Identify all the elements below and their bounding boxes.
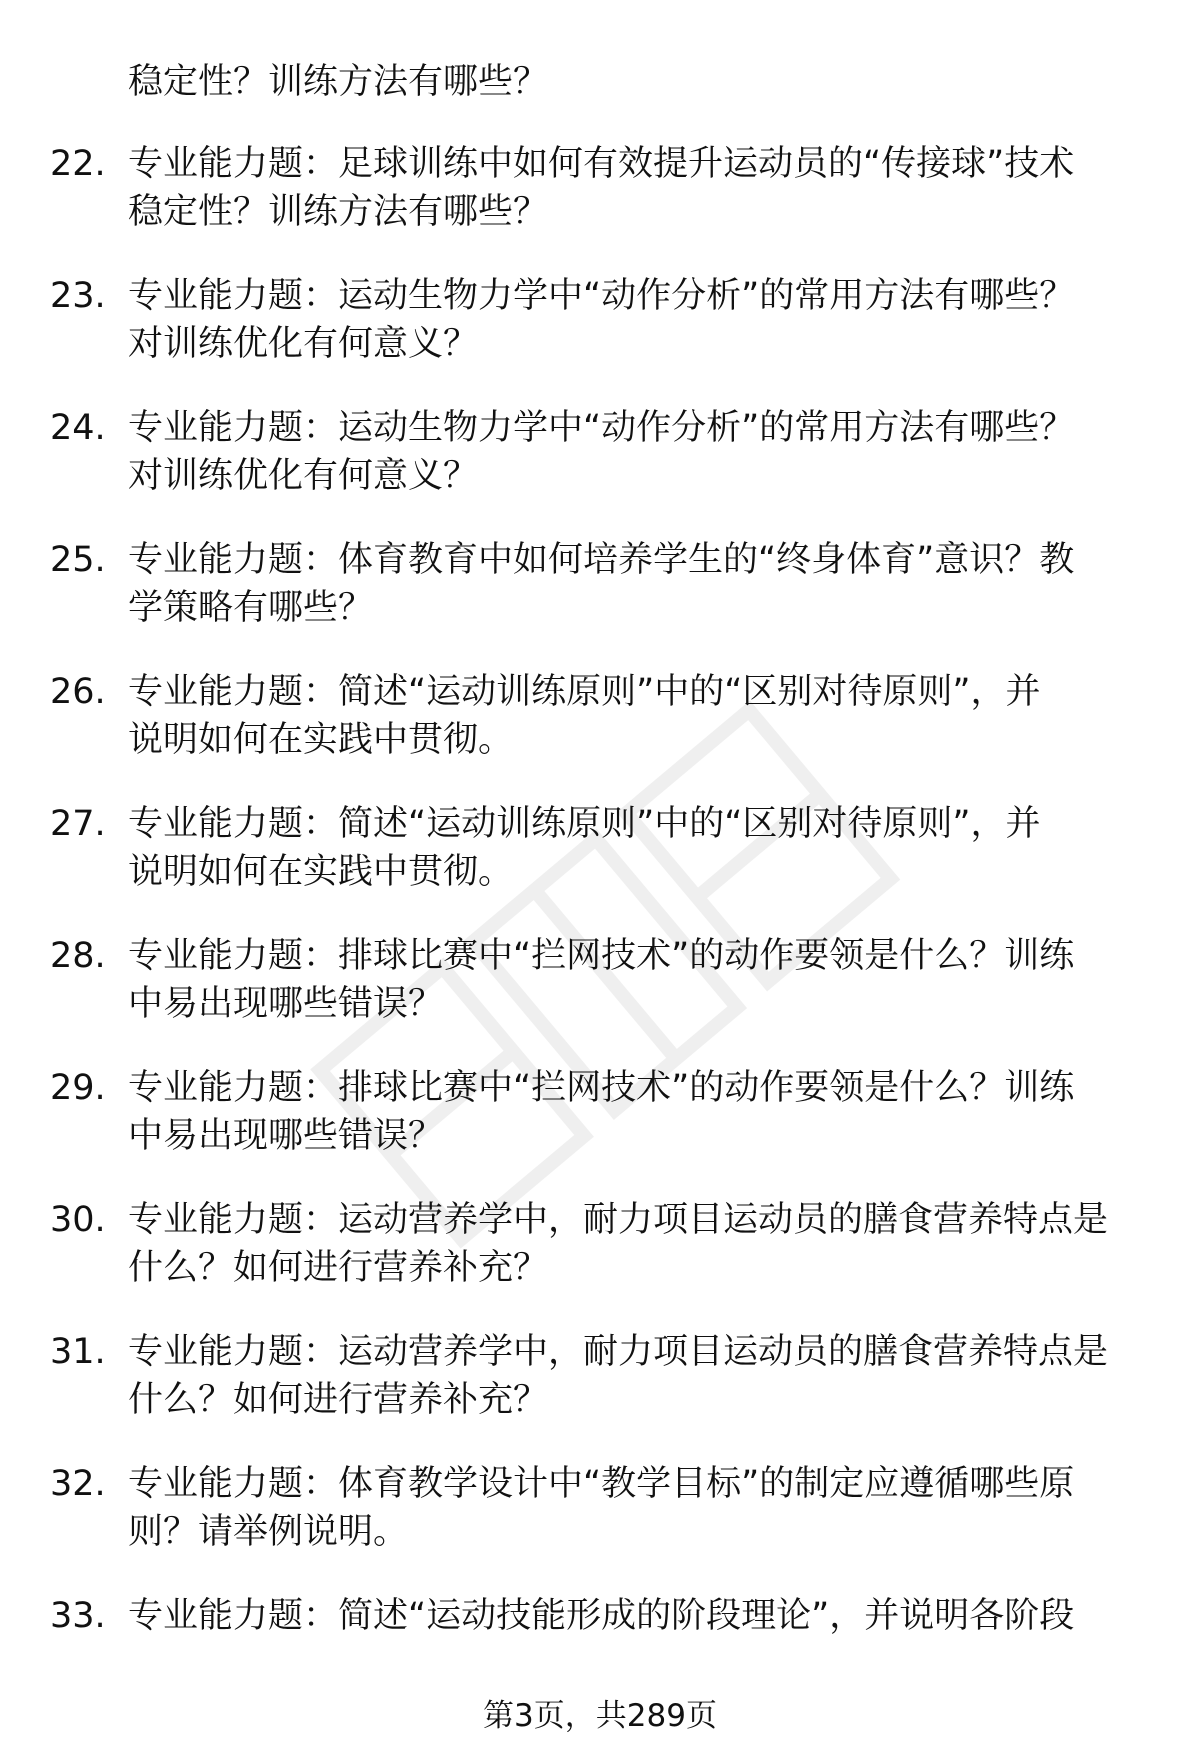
question-text-line-1: 专业能力题：简述“运动训练原则”中的“区别对待原则”，并 [128,672,1041,712]
question-text-line-1: 专业能力题：简述“运动训练原则”中的“区别对待原则”，并 [128,804,1041,844]
question-list [0,140,1200,1724]
question-number: 33. [50,1596,106,1636]
question-number: 26. [50,672,106,712]
question-text-line-2: 说明如何在实践中贯彻。 [128,720,514,760]
question-text-line-1: 专业能力题：排球比赛中“拦网技术”的动作要领是什么？训练 [128,1068,1075,1108]
question-number: 29. [50,1068,106,1108]
question-item [0,932,1200,1064]
question-text-line-2: 对训练优化有何意义？ [128,456,479,496]
question-number: 25. [50,540,106,580]
question-item [0,1328,1200,1460]
question-text-line-2: 什么？如何进行营养补充？ [128,1380,549,1420]
question-text-line-1: 专业能力题：运动生物力学中“动作分析”的常用方法有哪些？ [128,408,1075,448]
question-text-line-1: 专业能力题：运动营养学中，耐力项目运动员的膳食营养特点是 [128,1332,1109,1372]
question-item [0,404,1200,536]
question-text-line-2: 稳定性？训练方法有哪些？ [128,192,549,232]
question-number: 32. [50,1464,106,1504]
page-footer: 第3页，共289页 [483,1698,717,1734]
question-number: 23. [50,276,106,316]
question-text-line-2: 中易出现哪些错误？ [128,1116,444,1156]
question-text-line-1: 专业能力题：运动生物力学中“动作分析”的常用方法有哪些？ [128,276,1075,316]
question-item [0,272,1200,404]
question-item [0,536,1200,668]
question-text-line-1: 专业能力题：足球训练中如何有效提升运动员的“传接球”技术 [128,144,1075,184]
question-text-line-1: 专业能力题：简述“运动技能形成的阶段理论”，并说明各阶段 [128,1596,1075,1636]
question-item [0,800,1200,932]
question-item [0,1064,1200,1196]
question-text-line-1: 专业能力题：体育教育中如何培养学生的“终身体育”意识？教 [128,540,1075,580]
question-item [0,668,1200,800]
question-text-line-2: 说明如何在实践中贯彻。 [128,852,514,892]
question-number: 22. [50,144,106,184]
question-item [0,1460,1200,1592]
question-text-line-2: 对训练优化有何意义？ [128,324,479,364]
question-text-line-1: 专业能力题：体育教学设计中“教学目标”的制定应遵循哪些原 [128,1464,1075,1504]
question-text-line-2: 什么？如何进行营养补充？ [128,1248,549,1288]
question-text-line-2: 则？请举例说明。 [128,1512,409,1552]
question-item [0,1196,1200,1328]
question-text-line-2: 中易出现哪些错误？ [128,984,444,1024]
question-text-line-1: 专业能力题：排球比赛中“拦网技术”的动作要领是什么？训练 [128,936,1075,976]
question-text-line-2: 学策略有哪些？ [128,588,374,628]
question-text-line-1: 专业能力题：运动营养学中，耐力项目运动员的膳食营养特点是 [128,1200,1109,1240]
continued-question-text: 稳定性？训练方法有哪些？ [128,62,549,102]
question-number: 30. [50,1200,106,1240]
question-number: 31. [50,1332,106,1372]
question-number: 27. [50,804,106,844]
question-number: 28. [50,936,106,976]
question-item [0,140,1200,272]
question-number: 24. [50,408,106,448]
